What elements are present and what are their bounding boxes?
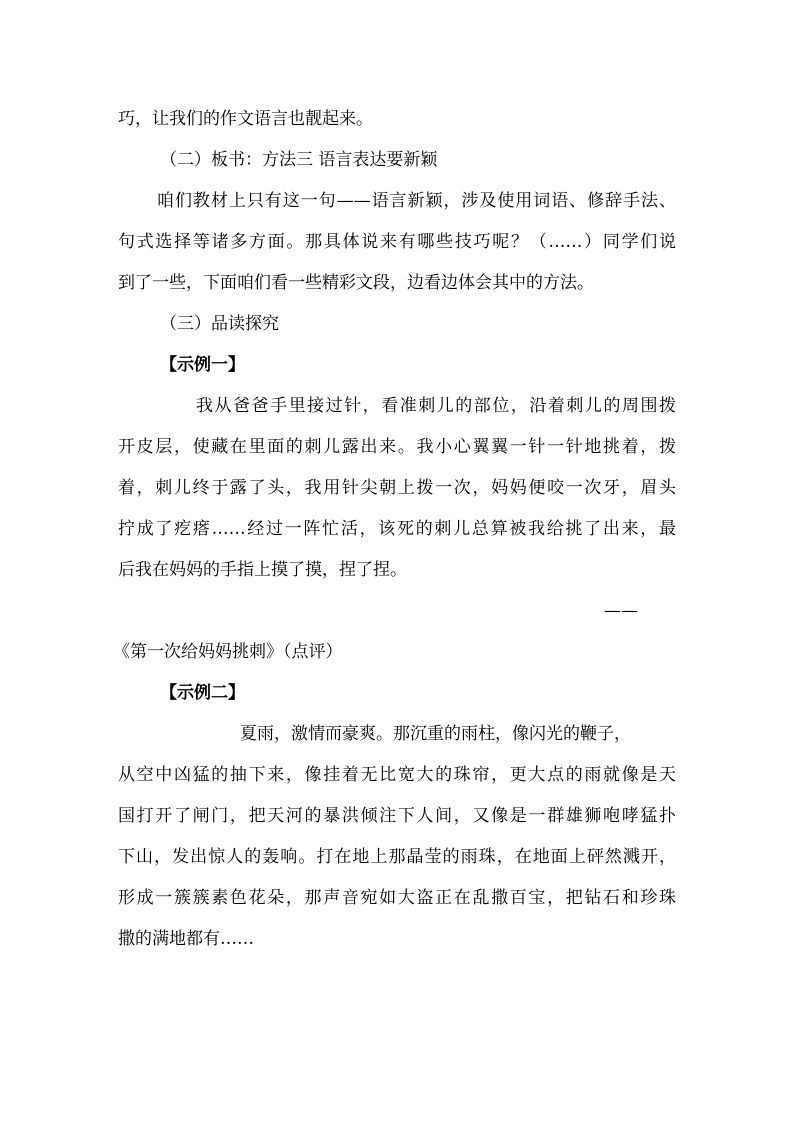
source-citation: 《第一次给妈妈挑刺》（点评） [113,642,343,662]
text-line: 巧，让我们的作文语言也靓起来。 [118,109,373,129]
text-line: 着，刺儿终于露了头，我用针尖朝上拨一次，妈妈便咬一次牙，眉头 [118,478,676,498]
text-line: 开皮层，使藏在里面的刺儿露出来。我小心翼翼一针一针地挑着，拨 [118,437,676,457]
text-line: 下山，发出惊人的轰响。打在地上那晶莹的雨珠，在地面上砰然溅开， [118,847,676,867]
example-heading: 【示例二】 [160,683,245,703]
text-line: 拧成了疙瘩……经过一阵忙活，该死的刺儿总算被我给挑了出来，最 [118,519,676,539]
text-line: 形成一簇簇素色花朵，那声音宛如大盗正在乱撒百宝，把钻石和珍珠 [118,888,676,908]
text-line: 后我在妈妈的手指上摸了摸，捏了捏。 [118,560,407,580]
dash-mark: —— [604,601,638,621]
text-line: 到了一些，下面咱们看一些精彩文段，边看边体会其中的方法。 [118,273,594,293]
text-line: 从空中凶猛的抽下来，像挂着无比宽大的珠帘，更大点的雨就像是天 [118,765,676,785]
text-line: 夏雨，激情而豪爽。那沉重的雨柱，像闪光的鞭子， [240,724,631,744]
text-line: 国打开了闸门，把天河的暴洪倾注下人间，又像是一群雄狮咆哮猛扑 [118,806,676,826]
section-heading: （二）板书：方法三 语言表达要新颖 [160,150,438,170]
text-line: 撒的满地都有…… [118,929,254,949]
example-heading: 【示例一】 [160,355,245,375]
text-line: 句式选择等诸多方面。那具体说来有哪些技巧呢？（……）同学们说 [118,232,676,252]
text-line: 咱们教材上只有这一句——语言新颖，涉及使用词语、修辞手法、 [157,191,676,211]
text-line: 我从爸爸手里接过针，看准刺儿的部位，沿着刺儿的周围拨 [196,396,676,416]
section-heading: （三）品读探究 [160,314,279,334]
